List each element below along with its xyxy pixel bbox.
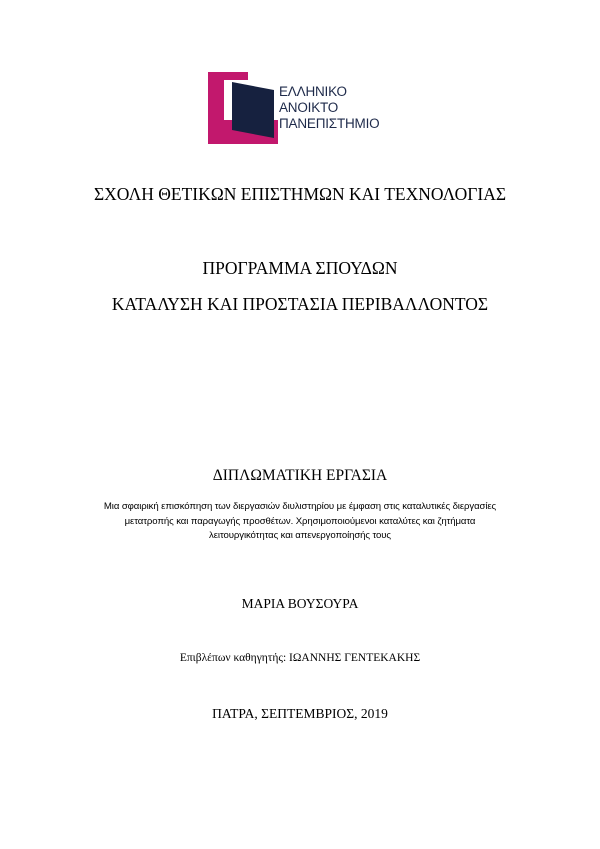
thesis-subtitle xyxy=(60,500,540,544)
supervisor: Επιβλέπων καθηγητής: ΙΩΑΝΝΗΣ ΓΕΝΤΕΚΑΚΗΣ xyxy=(179,652,421,664)
logo-line-3: ΠΑΝΕΠΙΣΤΗΜΙΟ xyxy=(279,116,380,131)
author-name: ΜΑΡΙΑ ΒΟΥΣΟΥΡΑ xyxy=(241,596,359,611)
university-logo-mark xyxy=(208,72,278,144)
program-name: ΚΑΤΑΛΥΣΗ ΚΑΙ ΠΡΟΣΤΑΣΙΑ ΠΕΡΙΒΑΛΛΟΝΤΟΣ xyxy=(111,294,489,314)
subtitle-line-2: μετατροπής και παραγωγής προσθέτων. Χρησιμοποιούμενοι καταλύτες και ζητήματα xyxy=(124,515,476,527)
subtitle-line-3: λειτουργικότητας και απενεργοποίησής τους xyxy=(209,530,391,541)
logo-line-2: ΑΝΟΙΚΤΟ xyxy=(279,100,339,115)
program-heading: ΠΡΟΓΡΑΜΜΑ ΣΠΟΥΔΩΝ xyxy=(202,258,398,278)
logo-text xyxy=(279,84,379,132)
thesis-type: ΔΙΠΛΩΜΑΤΙΚΗ ΕΡΓΑΣΙΑ xyxy=(212,467,388,484)
place-date: ΠΑΤΡΑ, ΣΕΠΤΕΜΒΡΙΟΣ, 2019 xyxy=(212,706,388,721)
subtitle-line-1: Μια σφαιρική επισκόπηση των διεργασιών διυλιστηρίου με έμφαση στις καταλυτικές διεργασίες xyxy=(103,501,497,512)
university-logo xyxy=(208,72,398,144)
school-name: ΣΧΟΛΗ ΘΕΤΙΚΩΝ ΕΠΙΣΤΗΜΩΝ ΚΑΙ ΤΕΧΝΟΛΟΓΙΑΣ xyxy=(93,184,507,204)
logo-line-1: ΕΛΛΗΝΙΚΟ xyxy=(279,84,347,99)
